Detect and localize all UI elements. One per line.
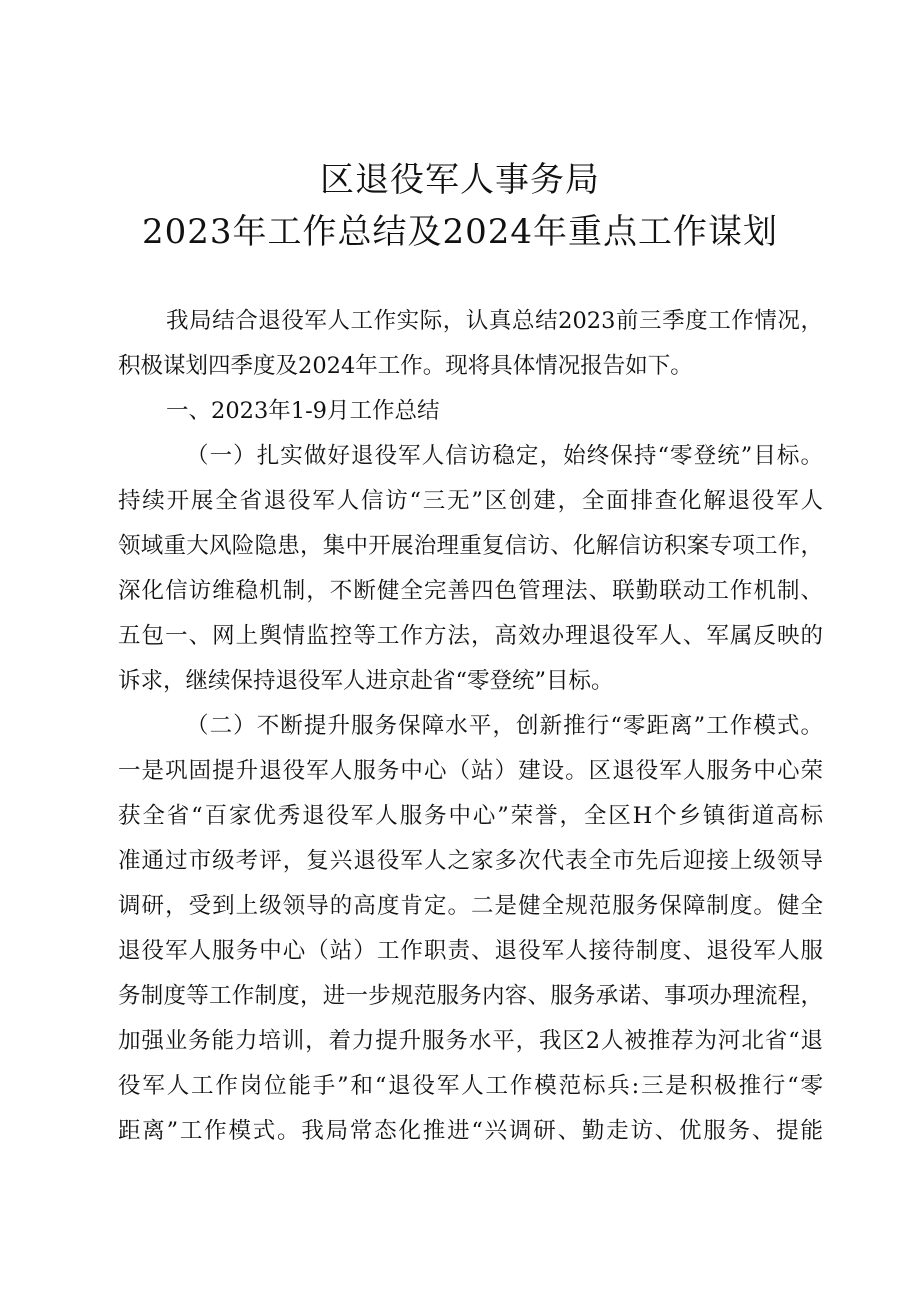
section-heading-1: 一、2023年1-9月工作总结 bbox=[166, 398, 440, 424]
item1-line-4: 深化信访维稳机制，不断健全完善四色管理法、联勤联动工作机制、 bbox=[118, 578, 823, 604]
item2-line-9: 役军人工作岗位能手”和“退役军人工作模范标兵:三是积极推行“零 bbox=[118, 1073, 823, 1099]
item1-line-1: （一）扎实做好退役军人信访稳定，始终保持“零登统”目标。 bbox=[186, 443, 823, 469]
item1-line-5: 五包一、网上舆情监控等工作方法，高效办理退役军人、军属反映的 bbox=[118, 623, 823, 649]
item2-line-7: 务制度等工作制度，进一步规范服务内容、服务承诺、事项办理流程， bbox=[118, 983, 823, 1009]
document-title-line-1: 区退役军人事务局 bbox=[320, 160, 600, 200]
item2-line-8: 加强业务能力培训，着力提升服务水平，我区2人被推荐为河北省“退 bbox=[118, 1028, 823, 1054]
intro-line-1: 我局结合退役军人工作实际，认真总结2023前三季度工作情况， bbox=[166, 308, 823, 334]
item2-line-1: （二）不断提升服务保障水平，创新推行“零距离”工作模式。 bbox=[186, 713, 823, 739]
item1-line-3: 领域重大风险隐患，集中开展治理重复信访、化解信访积案专项工作， bbox=[118, 533, 823, 559]
item2-line-4: 准通过市级考评，复兴退役军人之家多次代表全市先后迎接上级领导 bbox=[118, 848, 823, 874]
item2-line-5: 调研，受到上级领导的高度肯定。二是健全规范服务保障制度。健全 bbox=[118, 893, 823, 919]
item2-line-3: 获全省“百家优秀退役军人服务中心”荣誉，全区H个乡镇街道高标 bbox=[118, 803, 823, 829]
document-title-line-2: 2023年工作总结及2024年重点工作谋划 bbox=[141, 212, 779, 252]
item2-line-2: 一是巩固提升退役军人服务中心（站）建设。区退役军人服务中心荣 bbox=[118, 758, 823, 784]
item2-line-6: 退役军人服务中心（站）工作职责、退役军人接待制度、退役军人服 bbox=[118, 938, 823, 964]
intro-line-2: 积极谋划四季度及2024年工作。现将具体情况报告如下。 bbox=[118, 353, 693, 379]
item1-line-2: 持续开展全省退役军人信访“三无”区创建，全面排查化解退役军人 bbox=[118, 488, 823, 514]
item1-line-6: 诉求，继续保持退役军人进京赴省“零登统”目标。 bbox=[118, 668, 614, 694]
item2-line-10: 距离”工作模式。我局常态化推进“兴调研、勤走访、优服务、提能 bbox=[118, 1118, 823, 1144]
